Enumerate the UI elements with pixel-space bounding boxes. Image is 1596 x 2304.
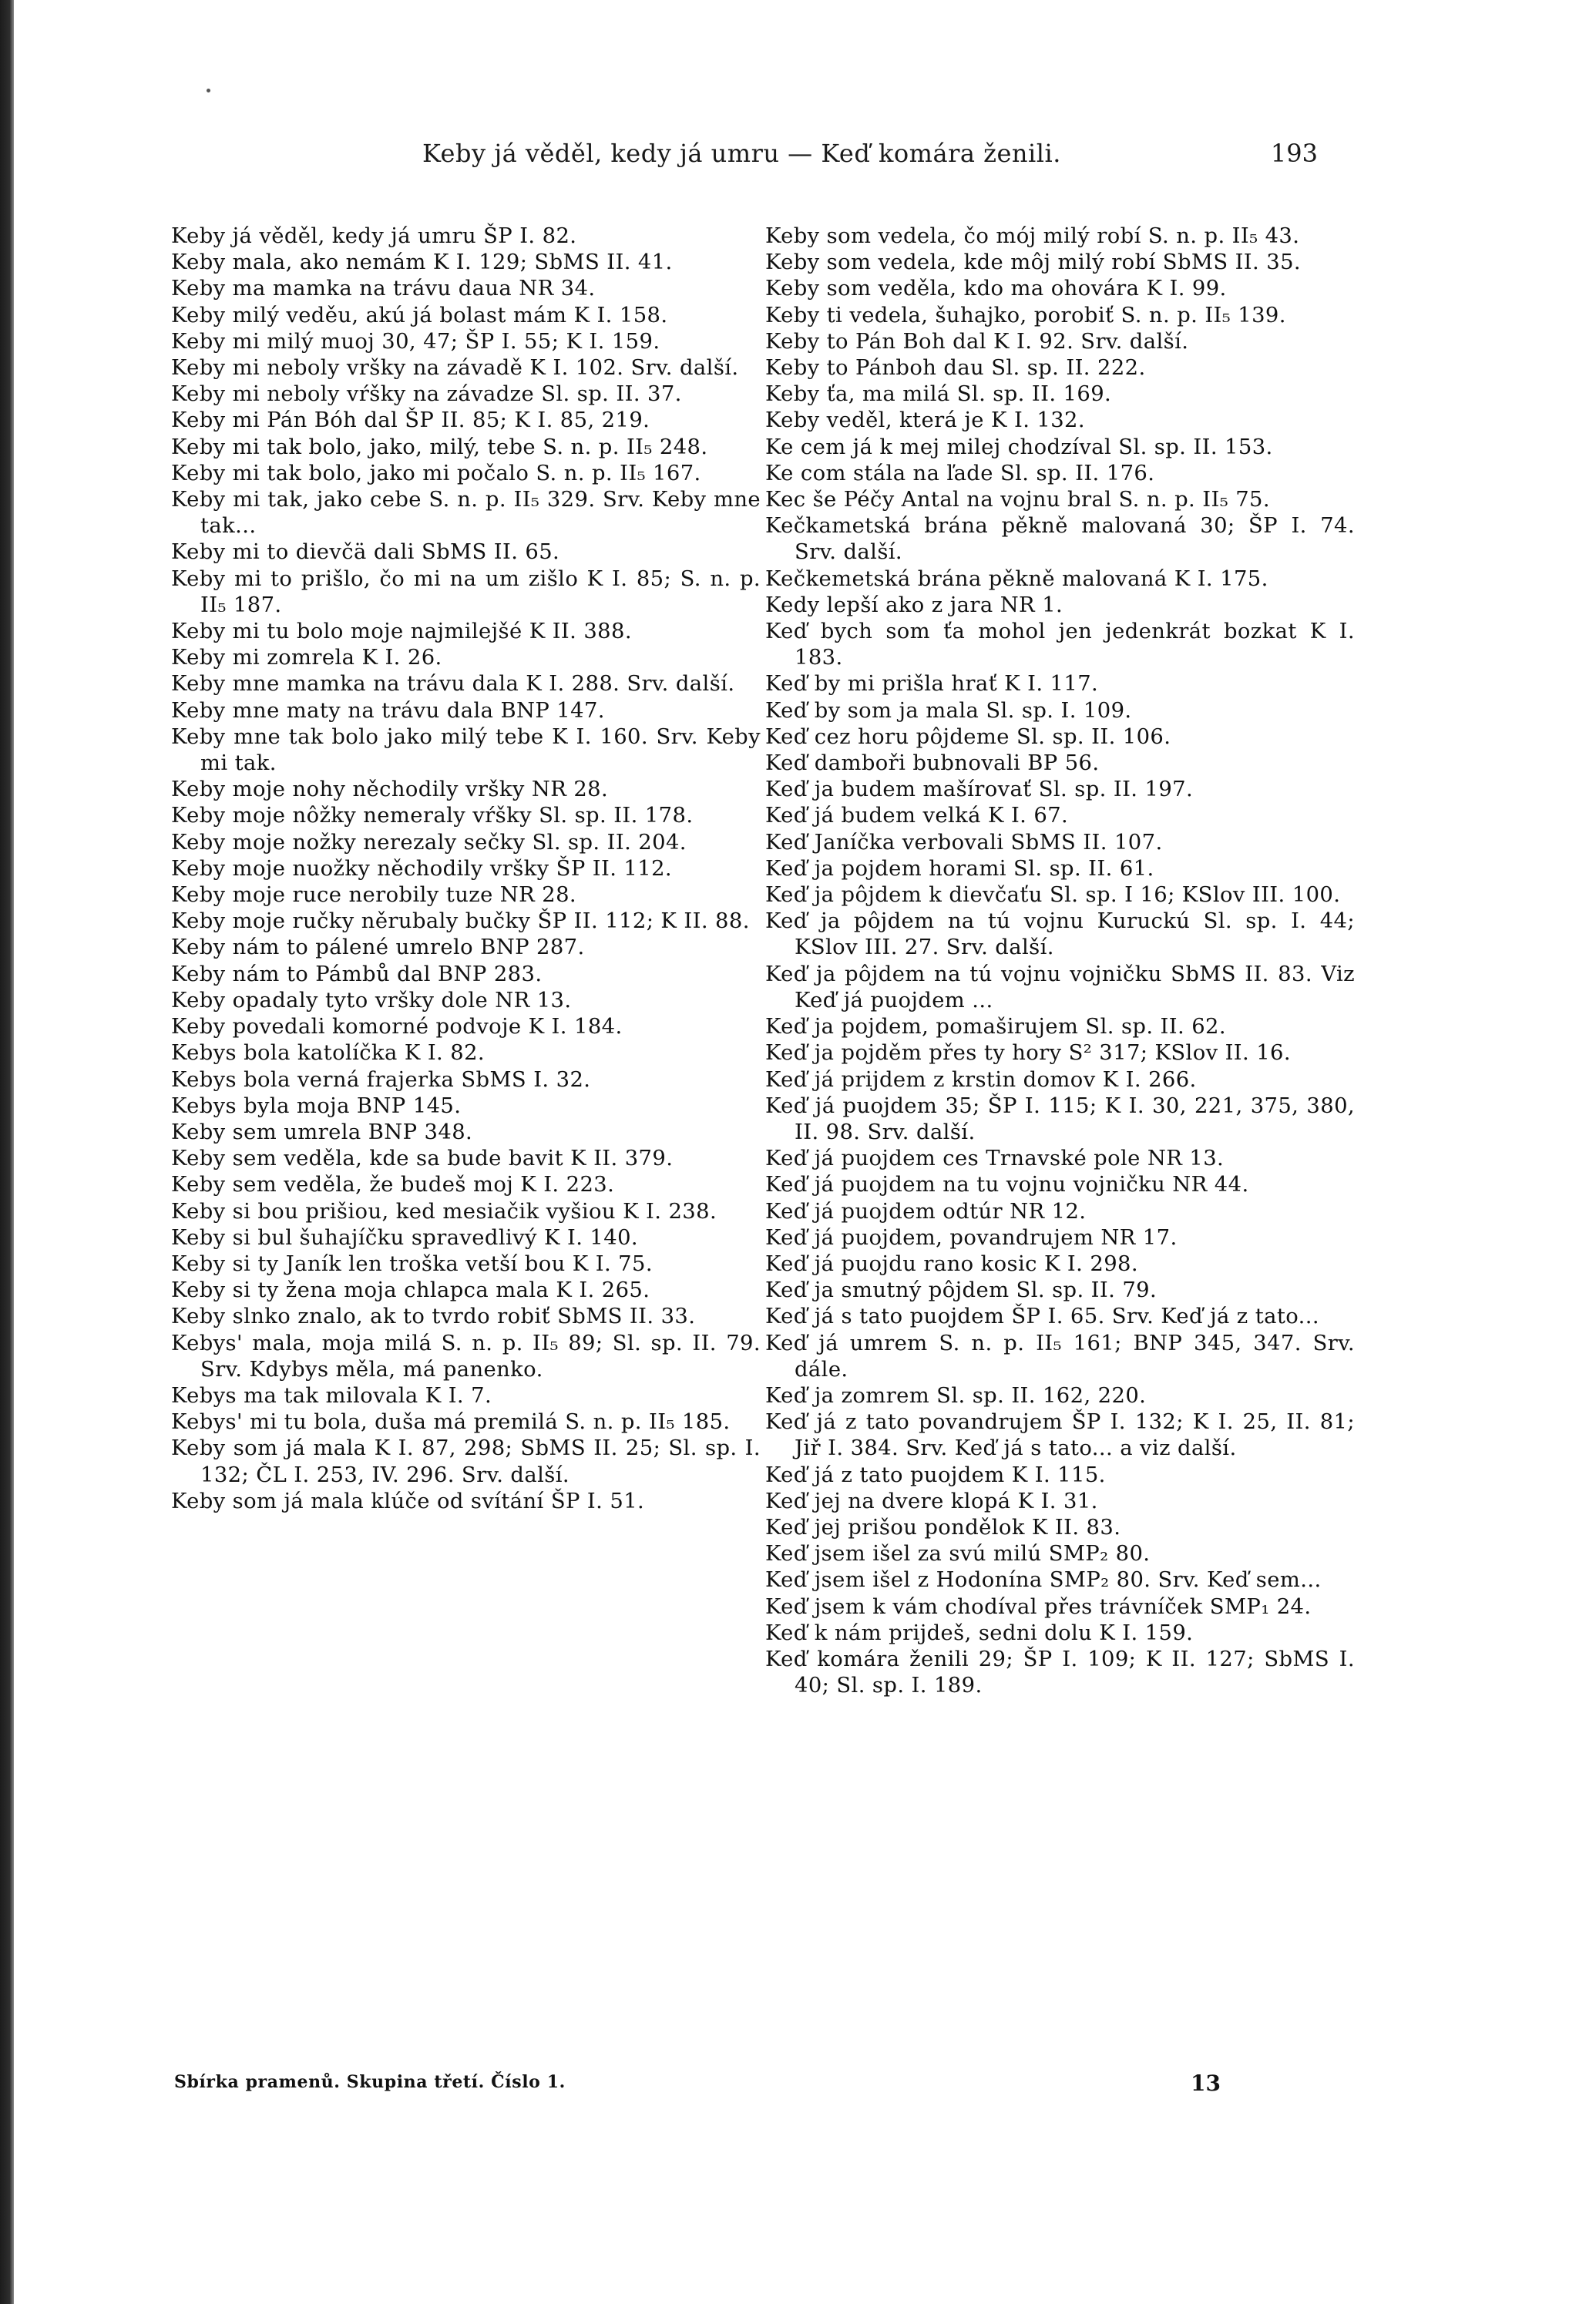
index-entry: Keby sem veděla, že budeš moj K I. 223. bbox=[171, 1173, 615, 1197]
index-entry: Keby ti vedela, šuhajko, porobiť S. n. p. II₅ 139. bbox=[765, 303, 1286, 327]
index-entry: Kečkemetská brána pěkně malovaná K I. 175. bbox=[765, 566, 1268, 591]
index-entry: Keby mne mamka na trávu dala K I. 288. Srv. další. bbox=[171, 672, 735, 697]
page-footer bbox=[0, 2071, 1596, 2101]
index-entry: Keby milý veděu, akú já bolast mám K I. 158. bbox=[171, 303, 668, 327]
index-entry: Keby mi Pán Bóh dal ŠP II. 85; K I. 85, 219. bbox=[171, 408, 650, 433]
index-entry: Keď ja pojděm přes ty hory S² 317; KSlov II. 16. bbox=[765, 1041, 1291, 1066]
index-entry: Keď ja pôjdem na tú vojnu Kuruckú Sl. sp. I. 44; KSlov III. 27. Srv. další. bbox=[765, 909, 1355, 960]
index-entry: Keby mi to dievčä dali SbMS II. 65. bbox=[171, 540, 560, 565]
index-entry: Keby já věděl, kedy já umru ŠP I. 82. bbox=[171, 224, 577, 248]
index-entry: Keby povedali komorné podvoje K I. 184. bbox=[171, 1015, 623, 1039]
index-entry: Kebys byla moja BNP 145. bbox=[171, 1093, 462, 1118]
index-entry: Keby mne maty na trávu dala BNP 147. bbox=[171, 698, 605, 723]
index-entry: Keby ťa, ma milá Sl. sp. II. 169. bbox=[765, 382, 1112, 407]
index-entry: Keby mi tak, jako cebe S. n. p. II₅ 329. Srv. Keby mne tak... bbox=[171, 488, 761, 539]
index-entry: Keď bych som ťa mohol jen jedenkrát bozkat K I. 183. bbox=[765, 620, 1355, 670]
right-column bbox=[765, 223, 1355, 1699]
index-entry: Keď by mi prišla hrať K I. 117. bbox=[765, 672, 1099, 697]
scan-page-edge bbox=[0, 0, 14, 2304]
index-entry: Keď ja smutný pôjdem Sl. sp. II. 79. bbox=[765, 1278, 1158, 1303]
scan-speck bbox=[207, 89, 210, 92]
index-entry: Keď ja budem mašírovať Sl. sp. II. 197. bbox=[765, 778, 1194, 802]
index-entry: Keby mi tu bolo moje najmilejšé K II. 388. bbox=[171, 620, 632, 644]
index-entry: Keby mi milý muoj 30, 47; ŠP I. 55; K I. 159. bbox=[171, 329, 660, 354]
index-entry: Keby mi neboly vŕšky na závadze Sl. sp. II. 37. bbox=[171, 382, 682, 407]
index-entry: Keby mi tak bolo, jako, milý, tebe S. n. p. II₅ 248. bbox=[171, 435, 708, 459]
index-entry: Keby mi neboly vršky na závadě K I. 102. Srv. další. bbox=[171, 356, 739, 381]
index-entry: Keby moje nohy něchodily vršky NR 28. bbox=[171, 778, 609, 802]
index-entry: Keby ma mamka na trávu daua NR 34. bbox=[171, 277, 596, 301]
index-entry: Ke cem já k mej milej chodzíval Sl. sp. II. 153. bbox=[765, 435, 1273, 459]
left-column bbox=[171, 223, 761, 1515]
index-entry: Keby to Pánboh dau Sl. sp. II. 222. bbox=[765, 356, 1146, 381]
index-entry: Keby som já mala K I. 87, 298; SbMS II. 25; Sl. sp. I. 132; ČL I. 253, IV. 296. Srv. další. bbox=[171, 1436, 761, 1487]
index-entry: Keby si bou prišiou, ked mesiačik vyšiou K I. 238. bbox=[171, 1199, 717, 1224]
index-entry: Keď já puojdu rano kosic K I. 298. bbox=[765, 1251, 1138, 1276]
index-entry: Keď ja pôjdem k dievčaťu Sl. sp. I 16; KSlov III. 100. bbox=[765, 883, 1341, 908]
index-entry: Keď ja pojdem, pomaširujem Sl. sp. II. 62. bbox=[765, 1015, 1226, 1039]
index-entry: Keď k nám prijdeš, sedni dolu K I. 159. bbox=[765, 1621, 1194, 1645]
index-entry: Keby som vedela, čo mój milý robí S. n. p. II₅ 43. bbox=[765, 224, 1300, 248]
index-entry: Kebys' mala, moja milá S. n. p. II₅ 89; Sl. sp. II. 79. Srv. Kdybys měla, má panenko. bbox=[171, 1331, 761, 1382]
index-entry: Keď já z tato povandrujem ŠP I. 132; K I. 25, II. 81; Jiř I. 384. Srv. Keď já s tato... a viz další. bbox=[765, 1410, 1355, 1461]
index-entry: Keď já puojdem odtúr NR 12. bbox=[765, 1199, 1087, 1224]
index-entry: Keď by som ja mala Sl. sp. I. 109. bbox=[765, 698, 1132, 723]
index-entry: Kečkametská brána pěkně malovaná 30; ŠP I. 74. Srv. další. bbox=[765, 514, 1355, 565]
index-entry: Keď ja pôjdem na tú vojnu vojničku SbMS II. 83. Viz Keď já puojdem ... bbox=[765, 962, 1355, 1013]
index-entry: Keby moje ručky něrubaly bučky ŠP II. 112; K II. 88. bbox=[171, 909, 750, 934]
index-entry: Keby mala, ako nemám K I. 129; SbMS II. 41. bbox=[171, 250, 673, 275]
index-entry: Keď jsem k vám chodíval přes trávníček SMP₁ 24. bbox=[765, 1594, 1312, 1619]
index-entry: Keby slnko znalo, ak to tvrdo robiť SbMS II. 33. bbox=[171, 1305, 696, 1329]
index-entry: Keby mi zomrela K I. 26. bbox=[171, 646, 442, 670]
index-entry: Keď damboři bubnovali BP 56. bbox=[765, 751, 1100, 776]
index-entry: Keby moje nôžky nemeraly vŕšky Sl. sp. II. 178. bbox=[171, 804, 694, 828]
index-entry: Kebys' mi tu bola, duša má premilá S. n. p. II₅ 185. bbox=[171, 1410, 731, 1435]
index-entry: Ke com stála na ľade Sl. sp. II. 176. bbox=[765, 461, 1155, 485]
running-title: Keby já věděl, kedy já umru — Keď komára ženili. bbox=[422, 139, 1061, 168]
index-entry: Keby som vedela, kde môj milý robí SbMS II. 35. bbox=[765, 250, 1302, 275]
index-entry: Keby sem umrela BNP 348. bbox=[171, 1120, 473, 1144]
index-entry: Kebys ma tak milovala K I. 7. bbox=[171, 1383, 492, 1408]
index-entry: Keď já budem velká K I. 67. bbox=[765, 804, 1069, 828]
index-entry: Keby mi to prišlo, čo mi na um zišlo K I. 85; S. n. p. II₅ 187. bbox=[171, 566, 761, 617]
index-entry: Keď jsem išel z Hodonína SMP₂ 80. Srv. Keď sem... bbox=[765, 1568, 1322, 1593]
index-entry: Keby som veděla, kdo ma ohovára K I. 99. bbox=[765, 277, 1227, 301]
index-entry: Keď komára ženili 29; ŠP I. 109; K II. 127; SbMS I. 40; Sl. sp. I. 189. bbox=[765, 1647, 1355, 1698]
index-entry: Keby mi tak bolo, jako mi počalo S. n. p. II₅ 167. bbox=[171, 461, 701, 485]
index-entry: Kedy lepší ako z jara NR 1. bbox=[765, 593, 1063, 617]
index-entry: Keď já puojdem ces Trnavské pole NR 13. bbox=[765, 1147, 1225, 1171]
page-number: 193 bbox=[1270, 139, 1318, 168]
index-entry: Keď já s tato puojdem ŠP I. 65. Srv. Keď já z tato... bbox=[765, 1305, 1320, 1329]
index-entry: Keby opadaly tyto vršky dole NR 13. bbox=[171, 988, 572, 1013]
index-entry: Keby mne tak bolo jako milý tebe K I. 160. Srv. Keby mi tak. bbox=[171, 724, 761, 776]
page-header bbox=[0, 139, 1318, 176]
index-entry: Keď jsem išel za svú milú SMP₂ 80. bbox=[765, 1542, 1151, 1567]
index-entry: Keby si ty Janík len troška vetší bou K I. 75. bbox=[171, 1251, 653, 1276]
index-entry: Keby si ty žena moja chlapca mala K I. 265. bbox=[171, 1278, 650, 1303]
index-entry: Keby som já mala klúče od svítání ŠP I. 51. bbox=[171, 1489, 645, 1513]
index-entry: Keby moje nuožky něchodily vršky ŠP II. 112. bbox=[171, 856, 673, 881]
index-entry: Keby to Pán Boh dal K I. 92. Srv. další. bbox=[765, 329, 1189, 354]
index-entry: Keď jej prišou pondělok K II. 83. bbox=[765, 1515, 1121, 1540]
index-entry: Keby si bul šuhajíčku spravedlivý K I. 140. bbox=[171, 1225, 639, 1250]
index-entry: Keď já z tato puojdem K I. 115. bbox=[765, 1463, 1106, 1487]
index-entry: Keby moje ruce nerobily tuze NR 28. bbox=[171, 883, 577, 908]
index-entry: Keď já puojdem, povandrujem NR 17. bbox=[765, 1225, 1178, 1250]
index-entry: Keby nám to pálené umrelo BNP 287. bbox=[171, 935, 585, 960]
index-entry: Keď já umrem S. n. p. II₅ 161; BNP 345, 347. Srv. dále. bbox=[765, 1331, 1355, 1382]
index-entry: Keď Janíčka verbovali SbMS II. 107. bbox=[765, 830, 1163, 855]
index-entry: Keď jej na dvere klopá K I. 31. bbox=[765, 1489, 1098, 1513]
index-entry: Keď ja zomrem Sl. sp. II. 162, 220. bbox=[765, 1383, 1147, 1408]
index-entry: Kebys bola verná frajerka SbMS I. 32. bbox=[171, 1067, 591, 1092]
printer-signature-line: Sbírka pramenů. Skupina třetí. Číslo 1. bbox=[174, 2072, 566, 2092]
sheet-number: 13 bbox=[1191, 2071, 1221, 2096]
index-entry: Keby sem veděla, kde sa bude bavit K II. 379. bbox=[171, 1147, 674, 1171]
index-entry: Keď já puojdem 35; ŠP I. 115; K I. 30, 221, 375, 380, II. 98. Srv. další. bbox=[765, 1093, 1355, 1144]
index-entry: Keď cez horu pôjdeme Sl. sp. II. 106. bbox=[765, 724, 1171, 749]
index-entry: Keby nám to Pámbů dal BNP 283. bbox=[171, 962, 543, 986]
index-entry: Kebys bola katolíčka K I. 82. bbox=[171, 1041, 486, 1066]
index-entry: Kec še Péčy Antal na vojnu bral S. n. p. II₅ 75. bbox=[765, 488, 1270, 512]
index-entry: Keby veděl, která je K I. 132. bbox=[765, 408, 1085, 433]
index-entry: Keď ja pojdem horami Sl. sp. II. 61. bbox=[765, 856, 1154, 881]
index-entry: Keby moje nožky nerezaly sečky Sl. sp. II. 204. bbox=[171, 830, 687, 855]
index-entry: Keď já puojdem na tu vojnu vojničku NR 44. bbox=[765, 1173, 1249, 1197]
index-entry: Keď já prijdem z krstin domov K I. 266. bbox=[765, 1067, 1197, 1092]
